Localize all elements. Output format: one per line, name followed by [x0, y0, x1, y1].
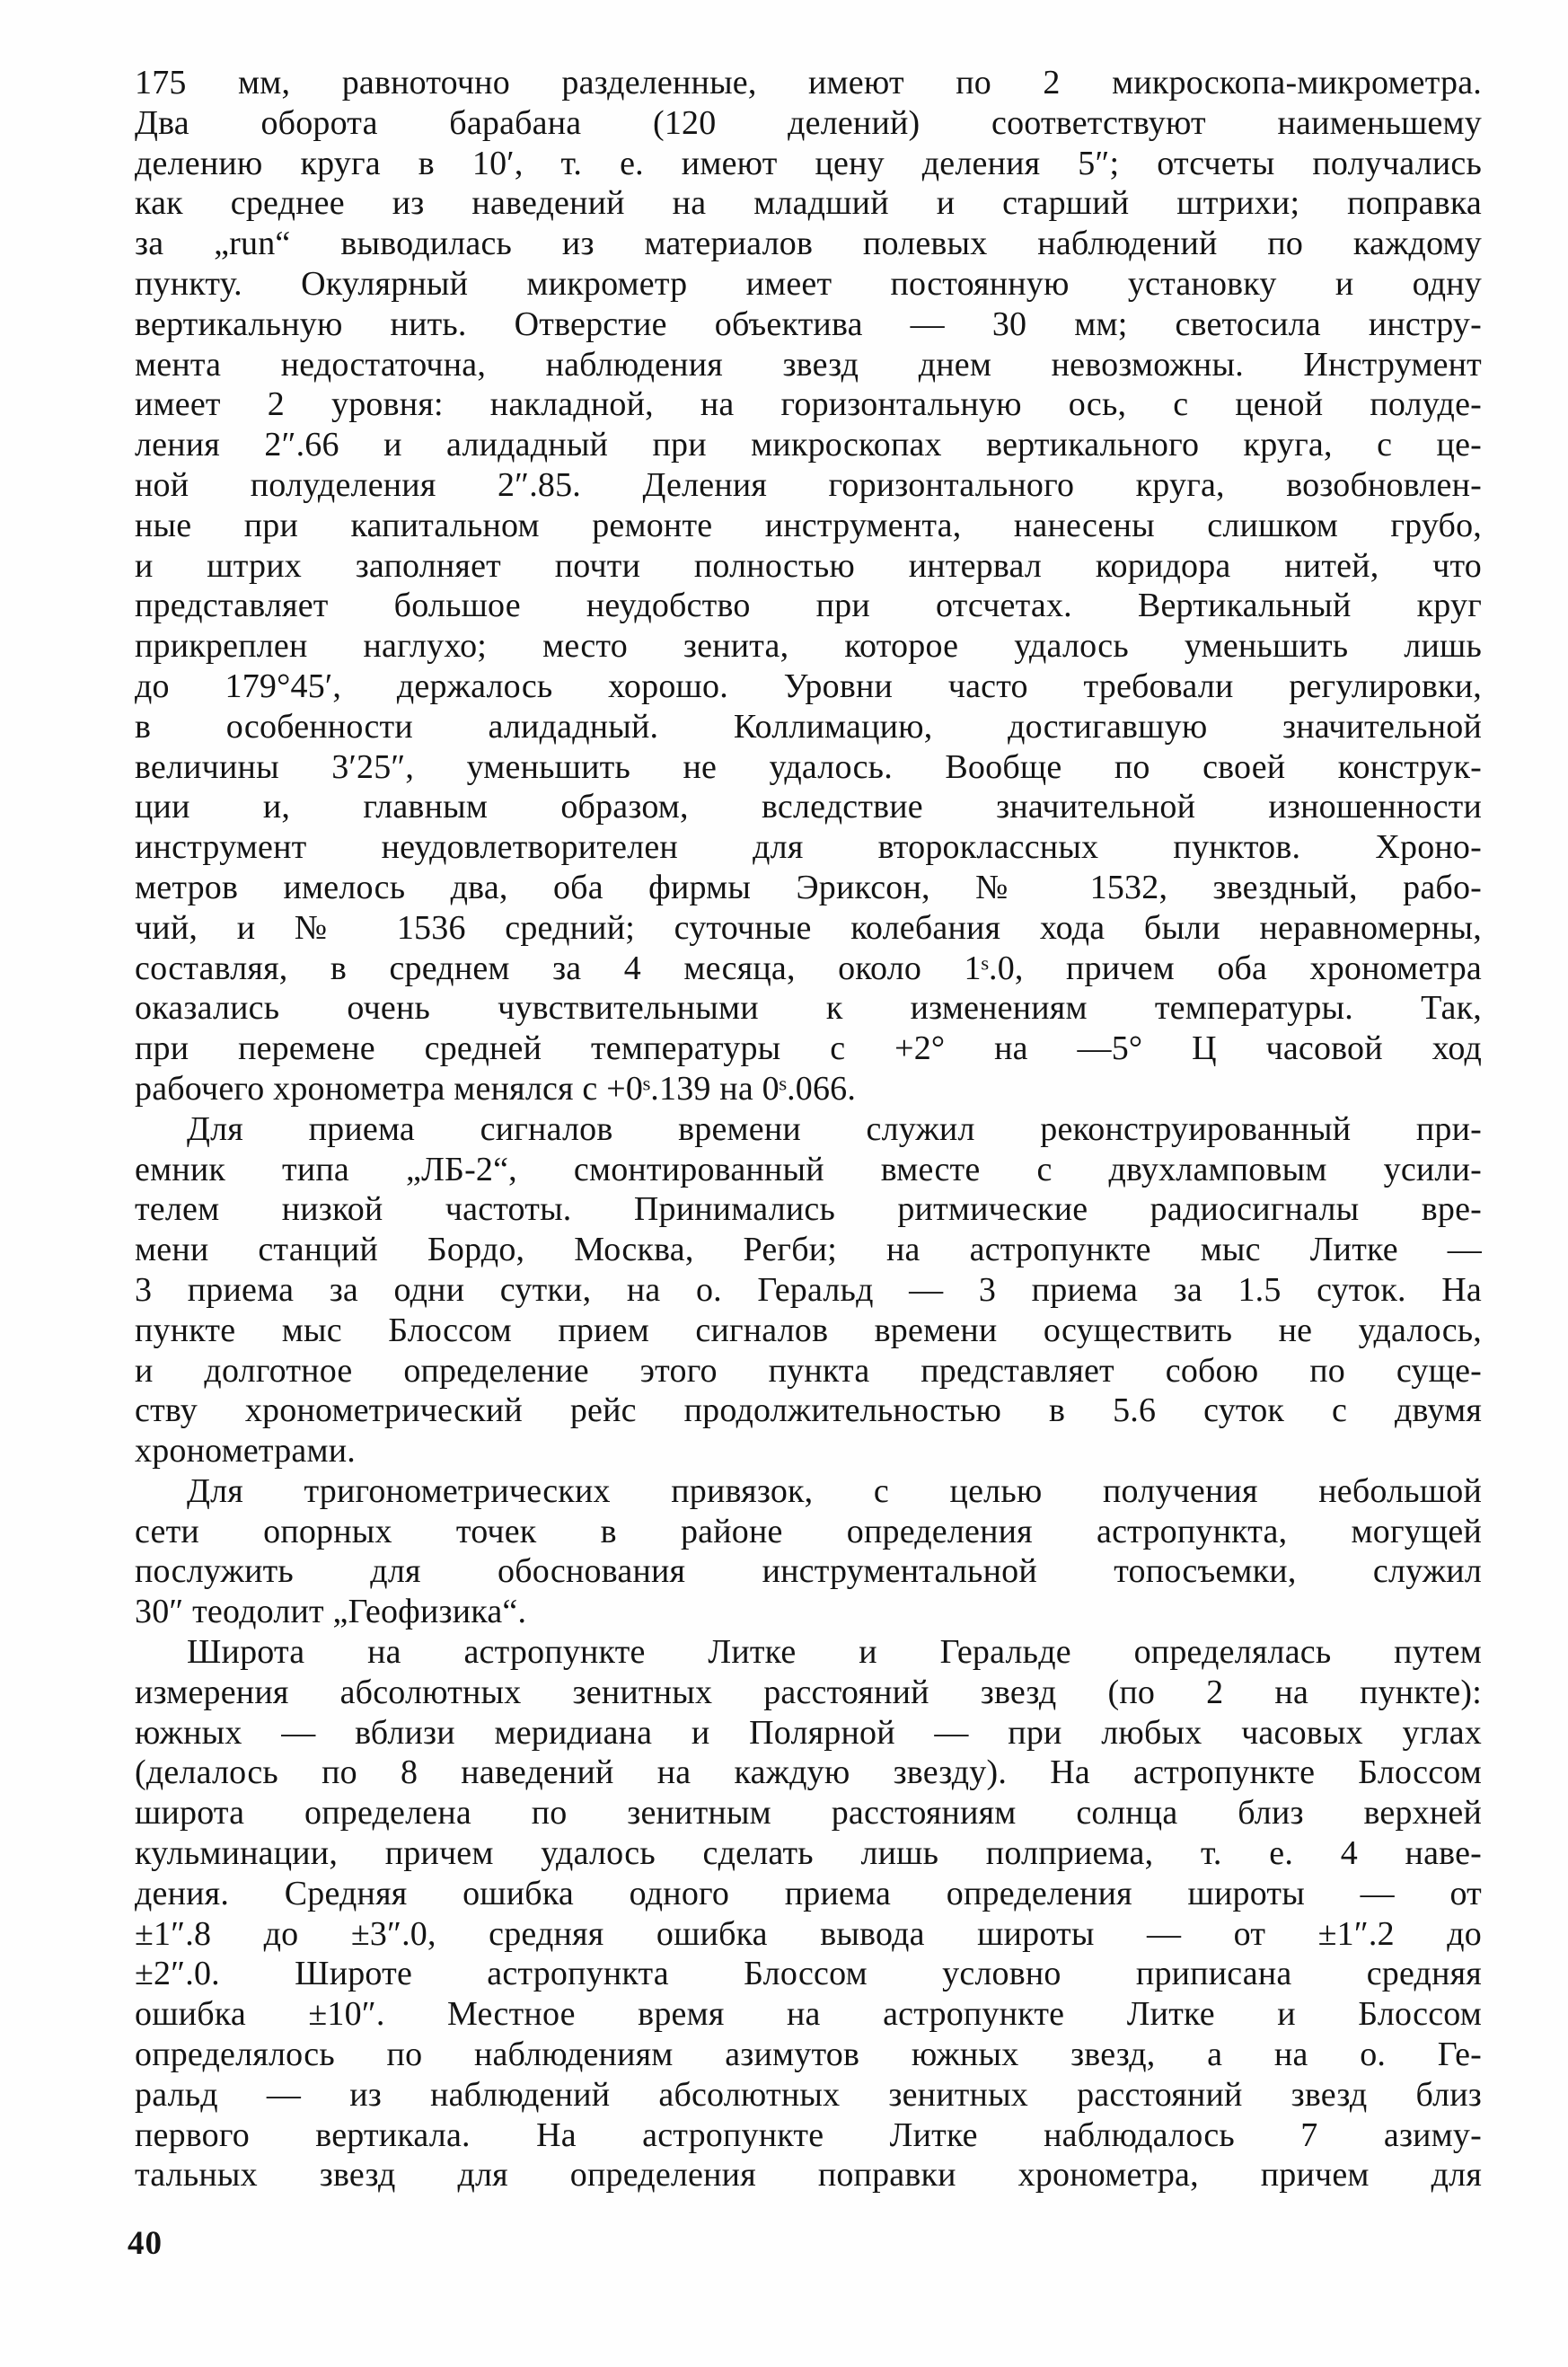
- text-line: пункту. Окулярный микрометр имеет постоянную установку и одну: [135, 264, 1482, 303]
- text-line: телем низкой частоты. Принимались ритмические радиосигналы вре-: [135, 1190, 1482, 1229]
- text-line: Два оборота барабана (120 делений) соответствуют наименьшему: [135, 103, 1482, 142]
- text-line: ±1″.8 до ±3″.0, средняя ошибка вывода широты — от ±1″.2 до: [135, 1914, 1482, 1953]
- text-line: составляя, в среднем за 4 месяца, около 1ˢ.0, причем оба хронометра: [135, 949, 1482, 987]
- text-line: оказались очень чувствительными к изменениям температуры. Так,: [135, 989, 1482, 1028]
- text-line: первого вертикала. На астропункте Литке наблюдалось 7 азиму-: [135, 2115, 1482, 2154]
- text-line: южных — вблизи меридиана и Полярной — при любых часовых углах: [135, 1713, 1482, 1752]
- text-line: при перемене средней температуры с +2° на —5° Ц часовой ход: [135, 1029, 1482, 1068]
- text-line: ции и, главным образом, вследствие значительной изношенности: [135, 788, 1482, 826]
- text-line: 3 приема за одни сутки, на о. Геральд — 3 приема за 1.5 суток. На: [135, 1270, 1482, 1309]
- text-line: и штрих заполняет почти полностью интервал коридора нитей, что: [135, 546, 1482, 585]
- text-line: представляет большое неудобство при отсчетах. Вертикальный круг: [135, 587, 1482, 625]
- text-line: 30″ теодолит „Геофизика“.: [135, 1593, 527, 1631]
- text-line: Для приема сигналов времени служил реконструированный при-: [187, 1109, 1482, 1148]
- text-line: (делалось по 8 наведений на каждую звезду). На астропункте Блоссом: [135, 1753, 1482, 1792]
- text-line: ству хронометрический рейс продолжительностью в 5.6 суток с двумя: [135, 1391, 1482, 1430]
- text-line: прикреплен наглухо; место зенита, которое удалось уменьшить лишь: [135, 627, 1482, 666]
- text-line: Широта на астропункте Литке и Геральде определялась путем: [187, 1633, 1482, 1672]
- text-line: тальных звезд для определения поправки хронометра, причем для: [135, 2156, 1482, 2195]
- text-line: 175 мм, равноточно разделенные, имеют по 2 микроскопа-микрометра.: [135, 64, 1482, 102]
- text-line: определялось по наблюдениям азимутов южных звезд, а на о. Ге-: [135, 2036, 1482, 2074]
- text-line: пункте мыс Блоссом прием сигналов времени осуществить не удалось,: [135, 1311, 1482, 1349]
- text-line: в особенности алидадный. Коллимацию, достигавшую значительной: [135, 707, 1482, 746]
- text-line: ошибка ±10″. Местное время на астропункте Литке и Блоссом: [135, 1995, 1482, 2034]
- text-line: хронометрами.: [135, 1432, 356, 1471]
- text-line: широта определена по зенитным расстояниям солнца близ верхней: [135, 1794, 1482, 1833]
- text-line: за „run“ выводилась из материалов полевых наблюдений по каждому: [135, 225, 1482, 263]
- text-line: чий, и № 1536 средний; суточные колебания хода были неравномерны,: [135, 908, 1482, 947]
- text-line: имеет 2 уровня: накладной, на горизонтальную ось, с ценой полуде-: [135, 385, 1482, 424]
- text-line: метров имелось два, оба фирмы Эриксон, № 1532, звездный, рабо-: [135, 868, 1482, 906]
- text-line: сети опорных точек в районе определения астропункта, могущей: [135, 1512, 1482, 1550]
- text-line: послужить для обоснования инструментальной топосъемки, служил: [135, 1552, 1482, 1591]
- text-line: емник типа „ЛБ-2“, смонтированный вместе с двухламповым усили-: [135, 1150, 1482, 1188]
- text-line: ные при капитальном ремонте инструмента, нанесены слишком грубо,: [135, 506, 1482, 544]
- text-line: делению круга в 10′, т. е. имеют цену деления 5″; отсчеты получались: [135, 144, 1482, 182]
- text-line: ной полуделения 2″.85. Деления горизонтального круга, возобновлен-: [135, 465, 1482, 504]
- text-line: дения. Средняя ошибка одного приема определения широты — от: [135, 1874, 1482, 1912]
- text-line: инструмент неудовлетворителен для второклассных пунктов. Хроно-: [135, 828, 1482, 867]
- text-line: мени станций Бордо, Москва, Регби; на астропункте мыс Литке —: [135, 1231, 1482, 1269]
- text-line: вертикальную нить. Отверстие объектива — 30 мм; светосила инстру-: [135, 305, 1482, 343]
- text-line: как среднее из наведений на младший и старший штрихи; поправка: [135, 184, 1482, 223]
- text-line: измерения абсолютных зенитных расстояний звезд (по 2 на пункте):: [135, 1673, 1482, 1711]
- page-number: 40: [128, 2225, 163, 2262]
- body-text: [135, 63, 1482, 2195]
- text-line: и долготное определение этого пункта представляет собою по суще-: [135, 1351, 1482, 1390]
- text-line: величины 3′25″, уменьшить не удалось. Вообще по своей конструк-: [135, 747, 1482, 786]
- text-line: Для тригонометрических привязок, с целью получения небольшой: [187, 1471, 1482, 1510]
- text-line: ральд — из наблюдений абсолютных зенитных расстояний звезд близ: [135, 2075, 1482, 2114]
- text-line: мента недостаточна, наблюдения звезд днем невозможны. Инструмент: [135, 345, 1482, 384]
- text-line: до 179°45′, держалось хорошо. Уровни часто требовали регулировки,: [135, 667, 1482, 705]
- text-line: ±2″.0. Широте астропункта Блоссом условно приписана средняя: [135, 1955, 1482, 1993]
- text-line: кульминации, причем удалось сделать лишь полприема, т. е. 4 наве-: [135, 1834, 1482, 1873]
- text-line: рабочего хронометра менялся с +0ˢ.139 на 0ˢ.066.: [135, 1069, 857, 1108]
- text-line: ления 2″.66 и алидадный при микроскопах вертикального круга, с це-: [135, 426, 1482, 464]
